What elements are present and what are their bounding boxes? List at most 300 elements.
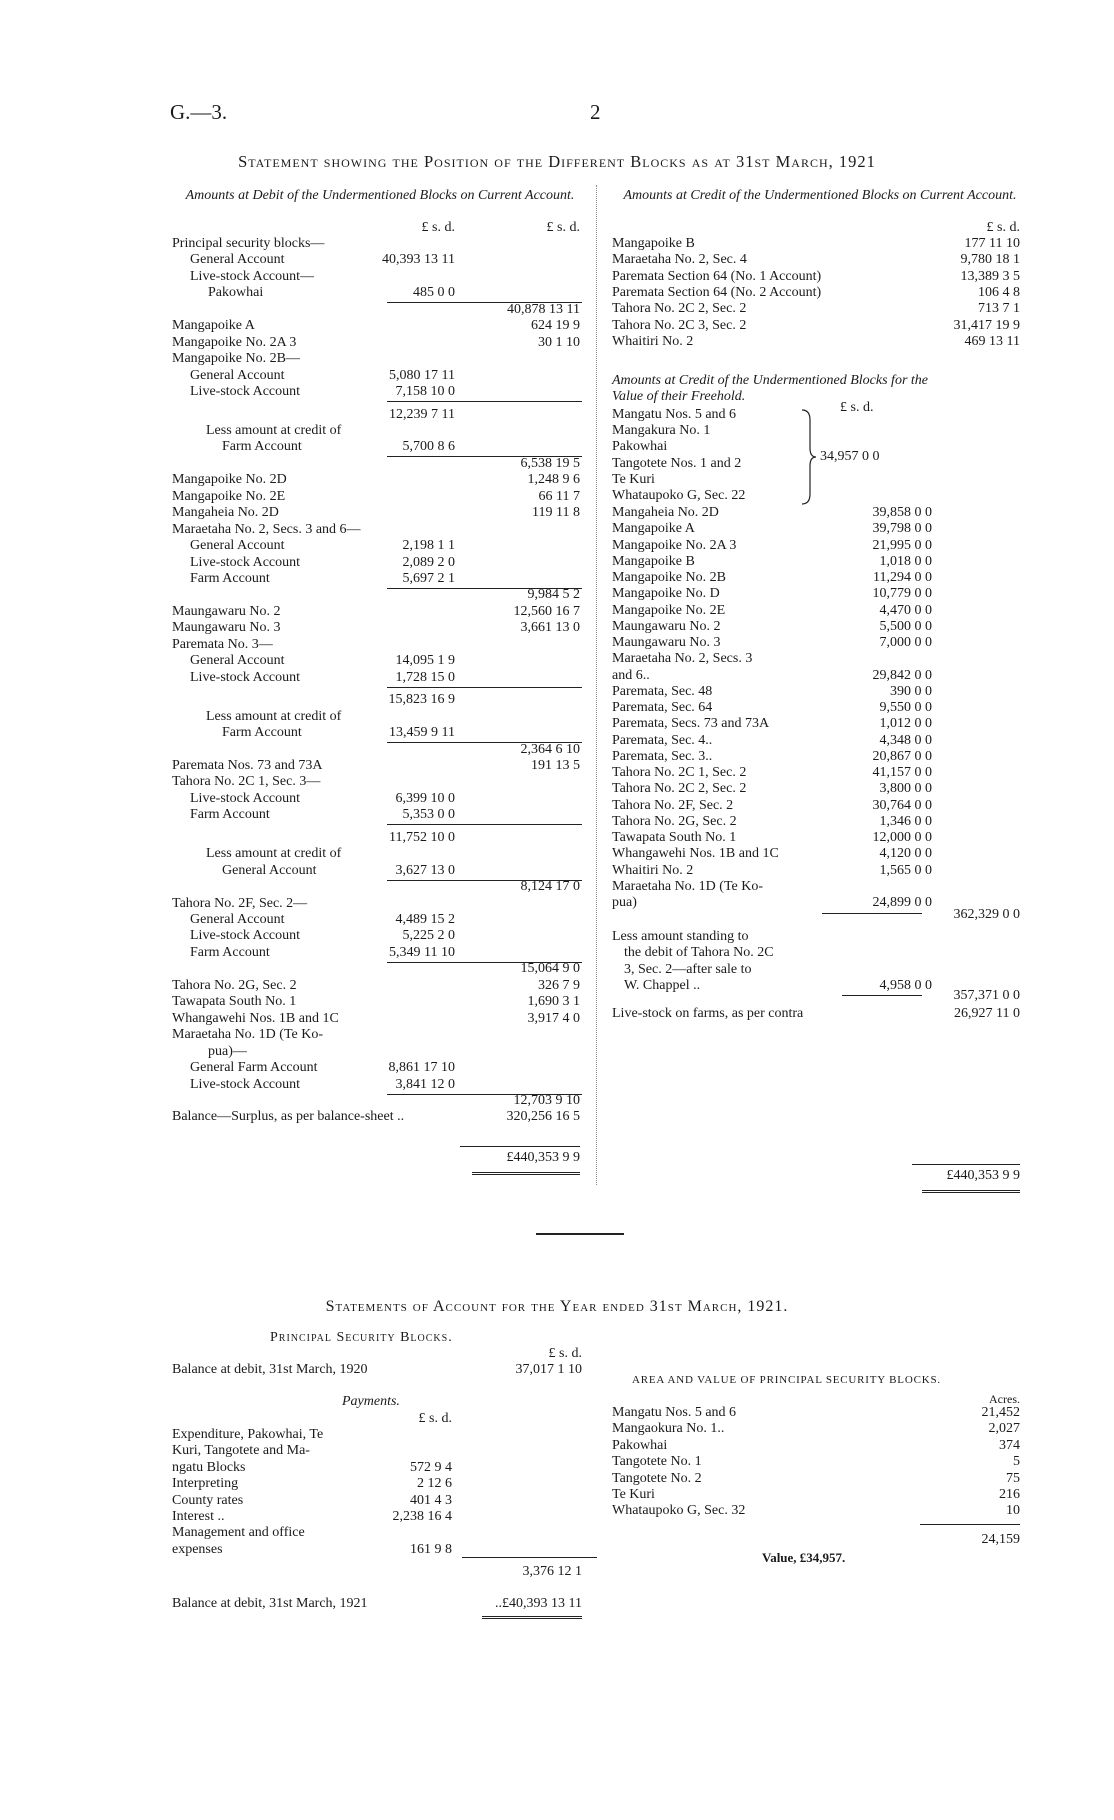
freehold-amount: 20,867 0 0 bbox=[872, 748, 932, 764]
debit-row bbox=[172, 1044, 590, 1060]
debit-row-label: Paremata Nos. 73 and 73A bbox=[172, 757, 323, 773]
debit-row bbox=[172, 742, 590, 758]
debit-row-label: Mangaheia No. 2D bbox=[172, 505, 279, 521]
area-row bbox=[612, 1503, 1020, 1519]
freehold-row bbox=[612, 765, 932, 781]
debit-row-label: Live-stock Account bbox=[190, 669, 301, 685]
debit-row-label: Live-stock Account bbox=[190, 1076, 301, 1092]
debit-row-label: Mangapoike No. 2A 3 bbox=[172, 334, 297, 350]
closing-double-rule bbox=[482, 1616, 582, 1619]
debit-row bbox=[172, 912, 590, 928]
payment-label: Interpreting bbox=[172, 1476, 239, 1492]
credit-row bbox=[612, 252, 1030, 268]
debit-row bbox=[172, 351, 590, 367]
debit-row-label: General Account bbox=[190, 653, 285, 669]
payment-row bbox=[172, 1460, 592, 1476]
debit-amount-b: 8,124 17 0 bbox=[520, 879, 580, 895]
credit-row-label: Whaitiri No. 2 bbox=[612, 333, 694, 349]
payment-label: Kuri, Tangotete and Ma- bbox=[172, 1443, 310, 1459]
freehold-row bbox=[612, 603, 932, 619]
payment-row bbox=[172, 1525, 592, 1541]
debit-amount-a: 8,861 17 10 bbox=[388, 1060, 455, 1076]
area-label: Pakowhai bbox=[612, 1437, 668, 1453]
freehold-amount: 4,470 0 0 bbox=[879, 602, 932, 618]
stmt-col-head-row bbox=[172, 1346, 592, 1362]
freehold-row-label: Tawapata South No. 1 bbox=[612, 830, 737, 845]
acres-head: Acres. bbox=[989, 1392, 1020, 1406]
debit-row-label: Mangapoike No. 2E bbox=[172, 488, 286, 504]
debit-row bbox=[172, 587, 590, 603]
freehold-amount: 390 0 0 bbox=[890, 683, 932, 699]
debit-amount-b: 9,984 5 2 bbox=[527, 587, 580, 603]
freehold-row bbox=[612, 554, 932, 570]
stmt-col-head: £ s. d. bbox=[548, 1346, 582, 1361]
debit-amount-a: 11,752 10 0 bbox=[389, 829, 455, 845]
debit-amount-b: 30 1 10 bbox=[538, 334, 580, 350]
freehold-amount: 21,995 0 0 bbox=[872, 537, 932, 553]
freehold-row-label: pua) bbox=[612, 895, 637, 910]
freehold-row bbox=[612, 846, 932, 862]
freehold-row-label: Maraetaha No. 2, Secs. 3 bbox=[612, 651, 753, 667]
payments-title: Payments. bbox=[342, 1394, 400, 1409]
closing-balance-label: Balance at debit, 31st March, 1921 bbox=[172, 1596, 368, 1612]
page-reference: G.—3. bbox=[170, 100, 228, 124]
closing-balance-value: ..£40,393 13 11 bbox=[495, 1596, 582, 1612]
area-row bbox=[612, 1438, 1020, 1454]
freehold-amount: 4,348 0 0 bbox=[879, 732, 932, 748]
debit-row-label: Less amount at credit of bbox=[206, 708, 342, 724]
freehold-row-label: Paremata, Sec. 48 bbox=[612, 683, 713, 699]
debit-row bbox=[172, 505, 590, 521]
debit-row-label: General Account bbox=[190, 252, 285, 268]
debit-row-label: Mangapoike A bbox=[172, 318, 255, 334]
page-number: 2 bbox=[590, 100, 601, 124]
area-title: AREA AND VALUE OF PRINCIPAL SECURITY BLOCKS. bbox=[632, 1374, 941, 1386]
freehold-amount: 29,842 0 0 bbox=[872, 667, 932, 683]
freehold-amount: 39,858 0 0 bbox=[872, 505, 932, 520]
debit-row-label: pua)— bbox=[208, 1043, 247, 1059]
freehold-row-label: Mangapoike No. 2B bbox=[612, 570, 726, 585]
area-acres: 10 bbox=[1006, 1503, 1020, 1519]
debit-row bbox=[172, 571, 590, 587]
credit-col-head: £ s. d. bbox=[986, 220, 1020, 235]
area-acres: 21,452 bbox=[981, 1405, 1020, 1420]
debit-row-label: Farm Account bbox=[190, 571, 270, 586]
debit-row bbox=[172, 439, 590, 455]
freehold-row-label: Mangapoike No. 2E bbox=[612, 602, 726, 618]
freehold-row bbox=[612, 700, 932, 716]
payment-label: Interest .. bbox=[172, 1509, 225, 1524]
debit-row-label: Whangawehi Nos. 1B and 1C bbox=[172, 1010, 339, 1026]
debit-row bbox=[172, 604, 590, 620]
less-line: W. Chappel .. bbox=[624, 977, 701, 993]
area-label: Te Kuri bbox=[612, 1487, 655, 1502]
debit-amount-a: 5,697 2 1 bbox=[402, 571, 455, 586]
freehold-row-label: Paremata, Sec. 64 bbox=[612, 700, 713, 715]
total-double-rule bbox=[472, 1172, 580, 1175]
debit-row-label: Pakowhai bbox=[208, 285, 264, 301]
section-separator bbox=[536, 1233, 624, 1235]
opening-balance-row bbox=[172, 1362, 592, 1378]
freehold-amount: 41,157 0 0 bbox=[872, 765, 932, 780]
debit-row bbox=[172, 670, 590, 686]
debit-amount-b: 12,560 16 7 bbox=[513, 603, 580, 619]
payment-label: ngatu Blocks bbox=[172, 1459, 246, 1475]
freehold-row-label: Tahora No. 2C 1, Sec. 2 bbox=[612, 765, 747, 780]
freehold-amount: 10,779 0 0 bbox=[872, 586, 932, 602]
payment-label: expenses bbox=[172, 1541, 223, 1557]
credit-heading: Amounts at Credit of the Undermentioned Blocks on Current Account. bbox=[623, 188, 1017, 203]
freehold-row bbox=[612, 716, 932, 732]
debit-row bbox=[172, 1109, 590, 1125]
subtotal-rule bbox=[387, 687, 582, 688]
debit-row-label: Live-stock Account bbox=[190, 790, 301, 806]
area-acres: 2,027 bbox=[988, 1421, 1020, 1437]
total-rule bbox=[460, 1146, 580, 1147]
debit-row bbox=[172, 407, 590, 423]
freehold-row bbox=[612, 505, 932, 521]
debit-amount-b: 191 13 5 bbox=[531, 757, 580, 773]
freehold-row bbox=[612, 538, 932, 554]
debit-row bbox=[172, 252, 590, 268]
freehold-group-item: Mangakura No. 1 bbox=[612, 423, 711, 439]
debit-amount-b: 119 11 8 bbox=[532, 505, 580, 521]
debit-amount-b: 15,064 9 0 bbox=[520, 961, 580, 977]
debit-row-label: Mangapoike No. 2B— bbox=[172, 351, 300, 367]
debit-row-label: Maungawaru No. 3 bbox=[172, 620, 281, 636]
debit-amount-a: 5,349 11 10 bbox=[389, 944, 455, 960]
credit-row-label: Maraetaha No. 2, Sec. 4 bbox=[612, 252, 747, 268]
freehold-row bbox=[612, 586, 932, 602]
freehold-row-label: and 6.. bbox=[612, 667, 650, 683]
payment-label: Expenditure, Pakowhai, Te bbox=[172, 1427, 324, 1442]
payment-amount: 161 9 8 bbox=[410, 1541, 452, 1557]
debit-row bbox=[172, 725, 590, 741]
payment-row bbox=[172, 1476, 592, 1492]
freehold-amount: 11,294 0 0 bbox=[873, 570, 932, 585]
debit-amount-a: 3,841 12 0 bbox=[395, 1076, 455, 1092]
debit-row bbox=[172, 846, 590, 862]
debit-amount-b: 6,538 19 5 bbox=[520, 455, 580, 471]
debit-row bbox=[172, 555, 590, 571]
debit-amount-b: 40,878 13 11 bbox=[507, 301, 580, 317]
debit-heading: Amounts at Debit of the Undermentioned Blocks on Current Account. bbox=[185, 188, 575, 203]
payments-col-head-row bbox=[172, 1411, 592, 1427]
debit-row bbox=[172, 896, 590, 912]
credit-total-rule bbox=[912, 1164, 1020, 1165]
debit-row bbox=[172, 302, 590, 318]
debit-row bbox=[172, 863, 590, 879]
debit-row-label: Less amount at credit of bbox=[206, 846, 342, 862]
freehold-row bbox=[612, 879, 932, 895]
debit-amount-b: 12,703 9 10 bbox=[513, 1092, 580, 1108]
payment-row bbox=[172, 1509, 592, 1525]
debit-row-label: Tawapata South No. 1 bbox=[172, 994, 297, 1010]
debit-row bbox=[172, 236, 590, 252]
area-row bbox=[612, 1454, 1020, 1470]
freehold-amount: 1,012 0 0 bbox=[879, 716, 932, 732]
credit-row bbox=[612, 301, 1030, 317]
livestock-label: Live-stock on farms, as per contra bbox=[612, 1005, 804, 1021]
credit-total-row bbox=[612, 1168, 1030, 1184]
payments-col-head: £ s. d. bbox=[418, 1411, 452, 1426]
freehold-row bbox=[612, 798, 932, 814]
payment-row bbox=[172, 1542, 592, 1558]
debit-amount-a: 2,089 2 0 bbox=[402, 554, 455, 570]
freehold-group-item: Whataupoko G, Sec. 22 bbox=[612, 488, 746, 503]
debit-row bbox=[172, 472, 590, 488]
debit-amount-b: 624 19 9 bbox=[531, 318, 580, 334]
debit-row-label: Farm Account bbox=[222, 439, 302, 455]
psb-title: Principal Security Blocks. bbox=[270, 1330, 453, 1345]
area-acres: 5 bbox=[1013, 1454, 1020, 1470]
credit-amount: 469 13 11 bbox=[964, 333, 1020, 349]
debit-amount-a: 7,158 10 0 bbox=[395, 384, 455, 400]
debit-row bbox=[172, 879, 590, 895]
debit-row bbox=[172, 620, 590, 636]
debit-amount-b: 3,917 4 0 bbox=[527, 1010, 580, 1026]
debit-row bbox=[172, 791, 590, 807]
debit-row-label: Balance—Surplus, as per balance-sheet .. bbox=[172, 1109, 405, 1125]
freehold-row-label: Tahora No. 2F, Sec. 2 bbox=[612, 797, 734, 813]
debit-row-label: Farm Account bbox=[190, 944, 270, 960]
credit-row-label: Mangapoike B bbox=[612, 236, 695, 251]
debit-row bbox=[172, 384, 590, 400]
livestock-value: 26,927 11 0 bbox=[954, 1005, 1020, 1021]
less-line: Less amount standing to bbox=[612, 929, 749, 945]
debit-row bbox=[172, 830, 590, 846]
freehold-col-head-text: £ s. d. bbox=[840, 400, 874, 415]
freehold-row-label: Mangapoike A bbox=[612, 521, 695, 537]
debit-row-label: Tahora No. 2C 1, Sec. 3— bbox=[172, 774, 321, 790]
area-row bbox=[612, 1405, 1020, 1421]
less-line: the debit of Tahora No. 2C bbox=[624, 945, 774, 961]
freehold-row bbox=[612, 781, 932, 797]
freehold-group-item: Tangotete Nos. 1 and 2 bbox=[612, 455, 742, 471]
debit-row bbox=[172, 1060, 590, 1076]
debit-amount-a: 2,198 1 1 bbox=[402, 538, 455, 554]
freehold-row-label: Whaitiri No. 2 bbox=[612, 862, 694, 878]
credit-amount: 9,780 18 1 bbox=[960, 252, 1020, 268]
credit-row bbox=[612, 285, 1030, 301]
debit-row-label: Tahora No. 2G, Sec. 2 bbox=[172, 977, 297, 993]
freehold-row-label: Mangapoike No. D bbox=[612, 586, 720, 602]
freehold-row-label: Mangapoike No. 2A 3 bbox=[612, 537, 737, 553]
debit-row bbox=[172, 928, 590, 944]
debit-row bbox=[172, 692, 590, 708]
opening-balance-value: 37,017 1 10 bbox=[515, 1362, 582, 1377]
debit-row bbox=[172, 709, 590, 725]
freehold-group-item: Mangatu Nos. 5 and 6 bbox=[612, 407, 737, 422]
debit-row bbox=[172, 978, 590, 994]
brace-icon bbox=[800, 408, 818, 506]
debit-amount-b: 1,690 3 1 bbox=[527, 994, 580, 1010]
credit-row bbox=[612, 236, 1030, 252]
debit-row bbox=[172, 269, 590, 285]
credit-row bbox=[612, 269, 1030, 285]
freehold-row bbox=[612, 521, 932, 537]
freehold-amount: 24,899 0 0 bbox=[872, 895, 932, 910]
debit-row-label: Tahora No. 2F, Sec. 2— bbox=[172, 895, 308, 911]
debit-amount-a: 485 0 0 bbox=[413, 285, 455, 301]
area-label: Mangaokura No. 1.. bbox=[612, 1421, 725, 1437]
column-divider bbox=[596, 185, 597, 1185]
payment-row bbox=[172, 1427, 592, 1443]
debit-row bbox=[172, 1077, 590, 1093]
debit-amount-a: 5,225 2 0 bbox=[402, 928, 455, 944]
debit-row-label: General Account bbox=[190, 367, 285, 383]
less-value: 4,958 0 0 bbox=[879, 977, 932, 993]
debit-total-row bbox=[172, 1150, 590, 1166]
area-acres: 374 bbox=[999, 1437, 1020, 1453]
debit-col-b-head: £ s. d. bbox=[546, 220, 580, 235]
debit-amount-a: 15,823 16 9 bbox=[388, 692, 455, 708]
debit-row bbox=[172, 961, 590, 977]
freehold-total: 362,329 0 0 bbox=[953, 907, 1020, 923]
debit-row-label: Live-stock Account— bbox=[190, 268, 315, 284]
freehold-amount: 9,550 0 0 bbox=[879, 700, 932, 715]
debit-amount-b: 326 7 9 bbox=[538, 977, 580, 993]
debit-amount-b: 320,256 16 5 bbox=[506, 1109, 580, 1125]
net-row bbox=[612, 988, 1030, 1004]
debit-amount-b: 1,248 9 6 bbox=[527, 472, 580, 488]
payment-row bbox=[172, 1493, 592, 1509]
credit-amount: 106 4 8 bbox=[978, 284, 1020, 300]
area-label: Whataupoko G, Sec. 32 bbox=[612, 1503, 746, 1519]
debit-row bbox=[172, 489, 590, 505]
debit-amount-a: 14,095 1 9 bbox=[395, 653, 455, 669]
freehold-amount: 3,800 0 0 bbox=[879, 781, 932, 797]
debit-row bbox=[172, 318, 590, 334]
freehold-group-item: Te Kuri bbox=[612, 471, 655, 487]
credit-amount: 713 7 1 bbox=[978, 301, 1020, 317]
debit-row-label: Live-stock Account bbox=[190, 928, 301, 944]
freehold-col-head bbox=[820, 400, 940, 416]
freehold-row-label: Mangapoike B bbox=[612, 553, 695, 569]
debit-row bbox=[172, 538, 590, 554]
credit-column-header bbox=[610, 220, 1030, 236]
freehold-group-item: Pakowhai bbox=[612, 439, 668, 455]
freehold-amount: 5,500 0 0 bbox=[879, 618, 932, 634]
debit-col-a-head: £ s. d. bbox=[421, 220, 455, 235]
payment-amount: 2,238 16 4 bbox=[392, 1509, 452, 1524]
opening-balance-label: Balance at debit, 31st March, 1920 bbox=[172, 1362, 368, 1377]
freehold-amount: 4,120 0 0 bbox=[879, 846, 932, 862]
freehold-row-label: Tahora No. 2C 2, Sec. 2 bbox=[612, 781, 747, 797]
area-label: Tangotete No. 1 bbox=[612, 1454, 702, 1470]
payment-amount: 401 4 3 bbox=[410, 1492, 452, 1508]
payment-amount: 572 9 4 bbox=[410, 1459, 452, 1475]
debit-row-label: General Account bbox=[190, 538, 285, 554]
area-acres: 216 bbox=[999, 1487, 1020, 1502]
area-row bbox=[612, 1487, 1020, 1503]
payments-total: 3,376 12 1 bbox=[522, 1564, 582, 1580]
value-line: Value, £34,957. bbox=[762, 1549, 846, 1565]
debit-row-label: Paremata No. 3— bbox=[172, 636, 273, 652]
freehold-amount: 1,346 0 0 bbox=[879, 813, 932, 829]
debit-row-label: Maungawaru No. 2 bbox=[172, 603, 281, 619]
debit-row bbox=[172, 368, 590, 384]
statements-title: Statements of Account for the Year ended 31st March, 1921. bbox=[325, 1298, 789, 1315]
freehold-row bbox=[612, 651, 932, 667]
freehold-amount: 1,565 0 0 bbox=[879, 862, 932, 878]
freehold-row bbox=[612, 830, 932, 846]
debit-amount-b: 3,661 13 0 bbox=[520, 620, 580, 636]
credit-total: £440,353 9 9 bbox=[946, 1168, 1020, 1183]
freehold-amount: 39,798 0 0 bbox=[872, 521, 932, 537]
credit-row bbox=[612, 318, 1030, 334]
debit-row bbox=[172, 774, 590, 790]
debit-amount-a: 13,459 9 11 bbox=[389, 725, 455, 741]
less-line: 3, Sec. 2—after sale to bbox=[624, 961, 752, 977]
debit-row bbox=[172, 807, 590, 823]
debit-row bbox=[172, 522, 590, 538]
debit-amount-a: 12,239 7 11 bbox=[389, 406, 455, 422]
debit-row-label: Live-stock Account bbox=[190, 554, 301, 570]
debit-row-label: General Account bbox=[222, 862, 317, 878]
debit-total: £440,353 9 9 bbox=[506, 1149, 580, 1165]
debit-amount-a: 40,393 13 11 bbox=[382, 252, 455, 268]
area-row bbox=[612, 1421, 1020, 1437]
debit-row-label: Less amount at credit of bbox=[206, 422, 342, 438]
freehold-amount: 7,000 0 0 bbox=[879, 635, 932, 650]
debit-row-label: General Farm Account bbox=[190, 1060, 318, 1076]
area-label: Tangotete No. 2 bbox=[612, 1470, 702, 1486]
freehold-amount: 12,000 0 0 bbox=[872, 830, 932, 845]
credit-amount: 31,417 19 9 bbox=[953, 317, 1020, 333]
group-value-text: 34,957 0 0 bbox=[820, 449, 880, 464]
debit-row bbox=[172, 945, 590, 961]
freehold-row-label: Maungawaru No. 3 bbox=[612, 635, 721, 650]
debit-amount-b: 2,364 6 10 bbox=[520, 741, 580, 757]
debit-row-label: General Account bbox=[190, 912, 285, 927]
freehold-amount: 30,764 0 0 bbox=[872, 797, 932, 813]
freehold-amount: 1,018 0 0 bbox=[879, 553, 932, 569]
freehold-row-label: Maungawaru No. 2 bbox=[612, 618, 721, 634]
payments-total-row bbox=[172, 1564, 592, 1580]
area-acres: 75 bbox=[1006, 1470, 1020, 1486]
debit-row bbox=[172, 456, 590, 472]
area-total-row bbox=[612, 1532, 1020, 1548]
credit-row bbox=[612, 334, 1030, 350]
debit-row bbox=[172, 1027, 590, 1043]
debit-row-label: Farm Account bbox=[190, 807, 270, 823]
freehold-row bbox=[612, 668, 932, 684]
debit-amount-a: 1,728 15 0 bbox=[395, 669, 455, 685]
subtotal-rule bbox=[387, 401, 582, 402]
freehold-group-value bbox=[820, 449, 940, 465]
freehold-row bbox=[612, 684, 932, 700]
debit-amount-a: 5,353 0 0 bbox=[402, 807, 455, 823]
area-total: 24,159 bbox=[981, 1531, 1020, 1547]
debit-row bbox=[172, 994, 590, 1010]
area-label: Mangatu Nos. 5 and 6 bbox=[612, 1405, 737, 1420]
debit-row bbox=[172, 758, 590, 774]
credit-amount: 13,389 3 5 bbox=[960, 268, 1020, 284]
area-row bbox=[612, 1471, 1020, 1487]
payment-label: Management and office bbox=[172, 1525, 305, 1541]
debit-column-headers bbox=[170, 220, 590, 236]
freehold-row-label: Paremata, Secs. 73 and 73A bbox=[612, 716, 770, 732]
freehold-row bbox=[612, 863, 932, 879]
debit-row-label: Principal security blocks— bbox=[172, 236, 325, 251]
credit-row-label: Tahora No. 2C 3, Sec. 2 bbox=[612, 317, 747, 333]
freehold-row bbox=[612, 749, 932, 765]
debit-amount-a: 6,399 10 0 bbox=[395, 790, 455, 806]
freehold-row-label: Whangawehi Nos. 1B and 1C bbox=[612, 846, 779, 862]
freehold-total-row bbox=[612, 907, 1030, 923]
credit-row-label: Tahora No. 2C 2, Sec. 2 bbox=[612, 301, 747, 317]
